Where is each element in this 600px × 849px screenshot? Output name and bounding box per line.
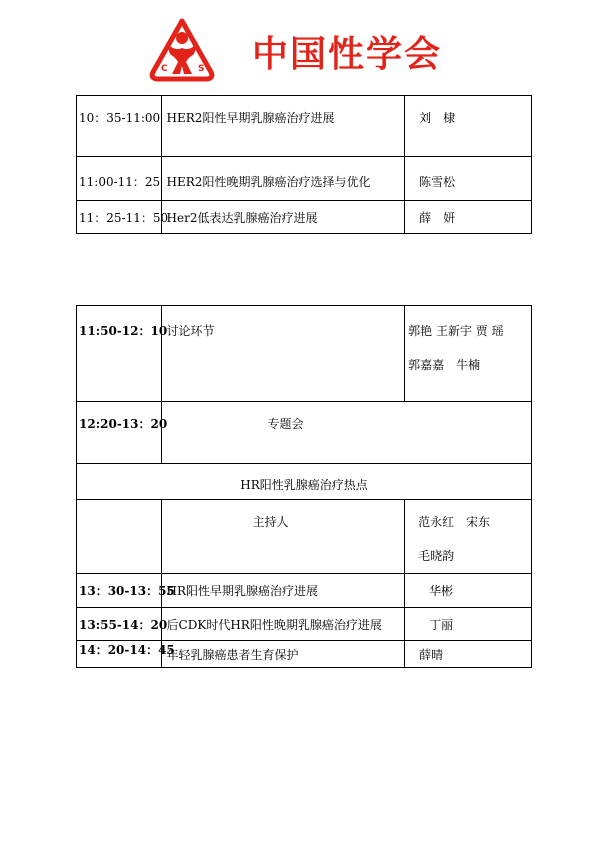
speaker-cell: 陈雪松 <box>405 157 532 201</box>
society-logo <box>148 18 216 82</box>
svg-text:C: C <box>161 64 168 74</box>
table-row <box>77 500 532 574</box>
table-row <box>77 574 532 608</box>
speaker-cell: 薛 妍 <box>405 201 532 234</box>
speaker-line: 郭艳 王新宇 贾 瑶 <box>408 324 504 338</box>
time-cell: 13：30-13：55 <box>77 574 162 608</box>
table-row <box>77 306 532 402</box>
time-cell: 11:00-11：25 <box>77 157 162 201</box>
table-row <box>77 641 532 668</box>
schedule-table-afternoon <box>76 305 532 668</box>
host-label: 主持人 <box>161 500 405 574</box>
section-title: HR阳性乳腺癌治疗热点 <box>77 464 532 500</box>
schedule-table-morning <box>76 95 532 234</box>
topic-cell: 年轻乳腺癌患者生育保护 <box>161 641 405 668</box>
time-cell: 11：25-11：50 <box>77 201 162 234</box>
topic-cell: HER2阳性早期乳腺癌治疗进展 <box>161 96 405 157</box>
topic-cell: 后CDK时代HR阳性晚期乳腺癌治疗进展 <box>161 608 405 641</box>
org-name: 中国性学会 <box>252 34 443 75</box>
time-cell: 14：20-14：45 <box>77 641 162 668</box>
empty-cell <box>77 500 162 574</box>
topic-cell: Her2低表达乳腺癌治疗进展 <box>161 201 405 234</box>
table-row <box>77 464 532 500</box>
table-row <box>77 157 532 201</box>
time-cell: 11:50-12：10 <box>77 306 162 402</box>
host-line: 范永红 宋东 <box>418 515 491 529</box>
speaker-cell <box>405 306 532 402</box>
time-cell: 10：35-11:00 <box>77 96 162 157</box>
table-row <box>77 402 532 464</box>
host-names <box>405 500 532 574</box>
topic-cell: HR阳性早期乳腺癌治疗进展 <box>161 574 405 608</box>
svg-text:S: S <box>198 64 205 74</box>
speaker-cell: 薛晴 <box>405 641 532 668</box>
host-line: 毛晓韵 <box>418 549 455 563</box>
speaker-cell: 丁丽 <box>405 608 532 641</box>
topic-cell: HER2阳性晚期乳腺癌治疗选择与优化 <box>161 157 405 201</box>
speaker-cell: 华彬 <box>405 574 532 608</box>
table-row <box>77 608 532 641</box>
topic-cell: 讨论环节 <box>161 306 405 402</box>
table-row <box>77 96 532 157</box>
table-row <box>77 201 532 234</box>
speaker-line: 郭嘉嘉 牛楠 <box>408 358 481 372</box>
time-cell: 13:55-14：20 <box>77 608 162 641</box>
topic-cell: 专题会 <box>161 402 531 464</box>
time-cell: 12:20-13：20 <box>77 402 162 464</box>
page-header <box>0 0 600 92</box>
speaker-cell: 刘 棣 <box>405 96 532 157</box>
